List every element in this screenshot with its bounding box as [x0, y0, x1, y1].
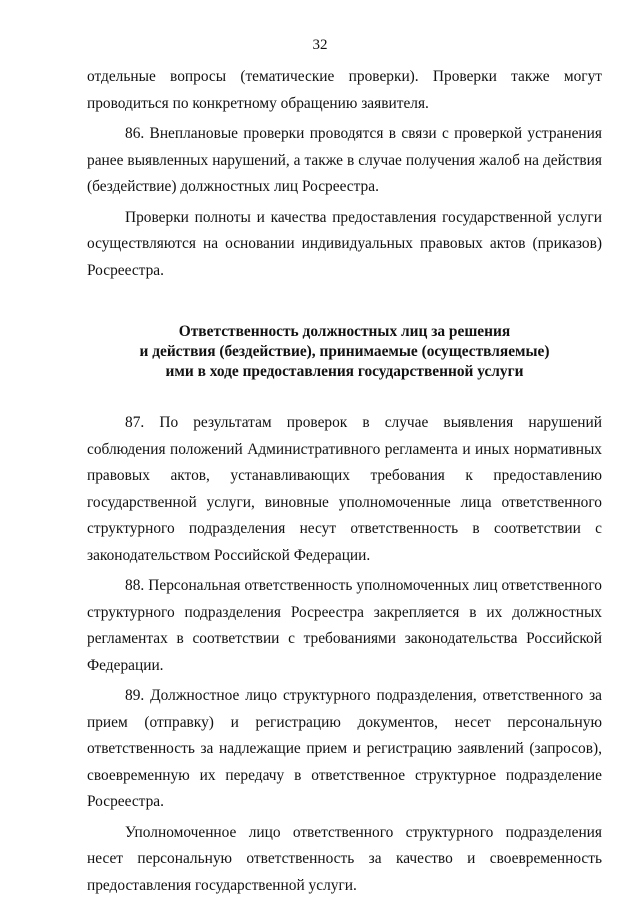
page-content	[87, 64, 602, 899]
page-number: 32	[312, 37, 328, 53]
paragraph-89-responsibility: Уполномоченное лицо ответственного структурного подразделения несет персональную ответственность за качество и своевременность предоставления государственной услуги.	[87, 823, 602, 894]
section-heading	[87, 322, 602, 382]
section-heading-line: Ответственность должностных лиц за решения	[178, 323, 511, 340]
paragraph-87: 87. По результатам проверок в случае выявления нарушений соблюдения положений Административного регламента и иных нормативных правовых актов, устанавливающих требования к предоставлению государственной услуги, виновные уполномоченные лица ответственного структурного подразделения несут ответственность в соответствии с законодательством Российской Федерации.	[87, 414, 602, 564]
paragraph-continuation: отдельные вопросы (тематические проверки). Проверки также могут проводиться по конкретному обращению заявителя.	[87, 68, 602, 112]
section-heading-line: и действия (бездействие), принимаемые (осуществляемые)	[139, 343, 550, 360]
section-heading-line: ими в ходе предоставления государственной услуги	[165, 363, 524, 380]
paragraph-86-inspections: Проверки полноты и качества предоставления государственной услуги осуществляются на основании индивидуальных правовых актов (приказов) Росреестра.	[87, 208, 602, 279]
paragraph-86: 86. Внеплановые проверки проводятся в связи с проверкой устранения ранее выявленных нарушений, а также в случае получения жалоб на действия (бездействие) должностных лиц Росреестра.	[87, 125, 602, 195]
paragraph-89: 89. Должностное лицо структурного подразделения, ответственного за прием (отправку) и регистрацию документов, несет персональную ответственность за надлежащие прием и регистрацию заявлений (запросов), своевременную их передачу в ответственное структурное подразделение Росреестра.	[87, 687, 602, 810]
paragraph-88: 88. Персональная ответственность уполномоченных лиц ответственного структурного подразделения Росреестра закрепляется в их должностных регламентах в соответствии с требованиями законодательства Российской Федерации.	[87, 577, 602, 674]
